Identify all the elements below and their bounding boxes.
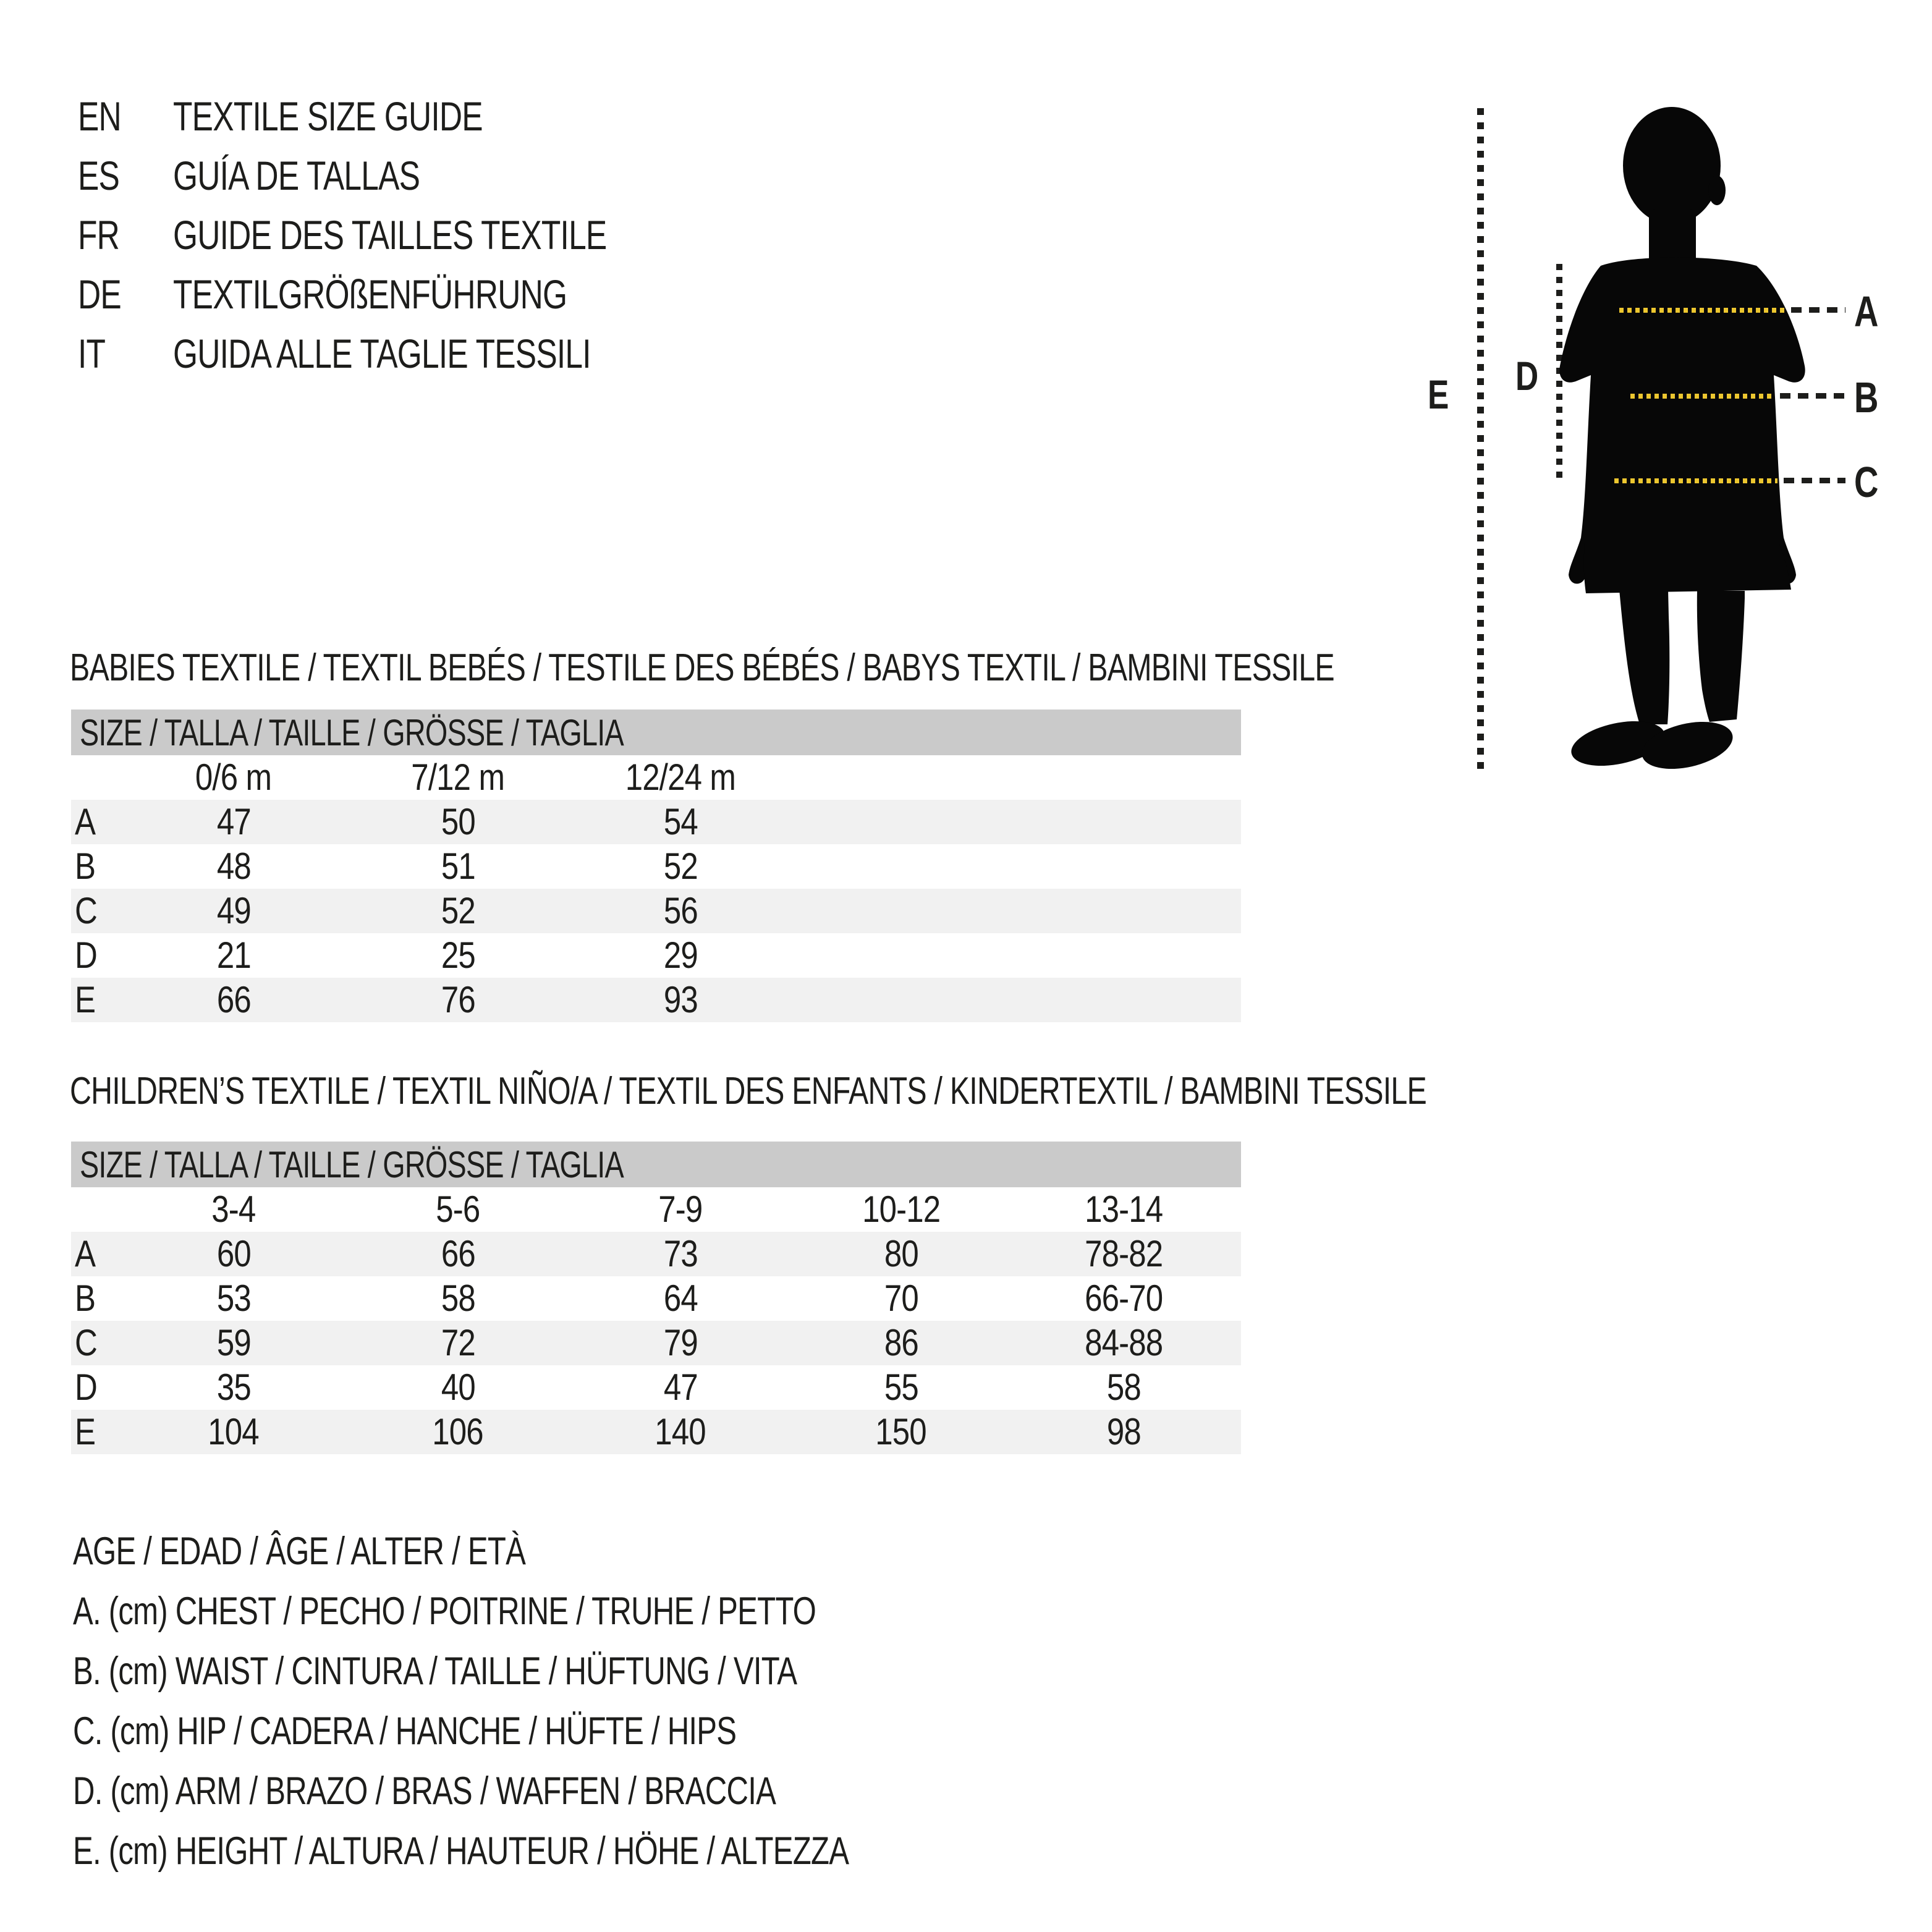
measure-label-arm: D: [1515, 353, 1538, 399]
table-cell: 106: [432, 1411, 484, 1452]
legend-line-chest: A. (cm) CHEST / PECHO / POITRINE / TRUHE / PETTO: [73, 1590, 816, 1633]
table-cell: 48: [216, 845, 251, 887]
table-cell: 140: [655, 1411, 706, 1452]
children-column-headers: [71, 1187, 1241, 1232]
table-row: [71, 1276, 1241, 1321]
babies-size-table: [71, 710, 1241, 1022]
table-row: [71, 1410, 1241, 1454]
table-row: [71, 1321, 1241, 1365]
table-row: [71, 889, 1241, 933]
table-row: [71, 933, 1241, 978]
measure-label-height: E: [1428, 371, 1449, 417]
table-cell: 150: [875, 1411, 927, 1452]
table-cell: 59: [216, 1322, 251, 1363]
table-cell: 76: [441, 979, 475, 1020]
waist-measure-dash-yellow: [1630, 394, 1774, 399]
page-title: GUIDA ALLE TAGLIE TESSILI: [173, 331, 591, 376]
table-cell: 80: [884, 1233, 918, 1274]
table-cell: 51: [441, 845, 475, 887]
table-cell: 86: [884, 1322, 918, 1363]
chest-measure-dash-yellow: [1619, 308, 1785, 313]
table-cell: 58: [441, 1277, 475, 1319]
column-header: 7-9: [658, 1188, 703, 1230]
legend-line-hip: C. (cm) HIP / CADERA / HANCHE / HÜFTE / HIPS: [73, 1710, 737, 1753]
column-header: 10-12: [862, 1188, 941, 1230]
measure-label-waist: B: [1854, 373, 1878, 422]
table-cell: 64: [663, 1277, 698, 1319]
column-header: 3-4: [211, 1188, 256, 1230]
row-label: E: [75, 979, 96, 1020]
table-cell: 66: [441, 1233, 475, 1274]
row-label: C: [75, 890, 97, 931]
table-cell: 73: [663, 1233, 698, 1274]
table-cell: 93: [663, 979, 698, 1020]
column-header: 5-6: [436, 1188, 480, 1230]
language-code: EN: [78, 93, 121, 139]
legend-line-age: AGE / EDAD / ÂGE / ALTER / ETÀ: [73, 1530, 526, 1573]
table-cell: 79: [663, 1322, 698, 1363]
row-label: E: [75, 1411, 96, 1452]
table-cell: 78-82: [1084, 1233, 1163, 1274]
table-cell: 53: [216, 1277, 251, 1319]
hip-measure-dash-yellow: [1614, 478, 1777, 483]
table-row: [71, 844, 1241, 889]
children-size-table: [71, 1142, 1241, 1454]
table-row: [71, 1232, 1241, 1276]
column-header: 7/12 m: [411, 756, 505, 798]
table-cell: 52: [441, 890, 475, 931]
table-cell: 55: [884, 1366, 918, 1408]
row-label: C: [75, 1322, 97, 1363]
table-row: [71, 1365, 1241, 1410]
table-cell: 98: [1106, 1411, 1141, 1452]
size-header-bar: SIZE / TALLA / TAILLE / GRÖSSE / TAGLIA: [71, 710, 1241, 755]
table-cell: 84-88: [1084, 1322, 1163, 1363]
page-title: TEXTILE SIZE GUIDE: [173, 93, 483, 139]
page-title: GUÍA DE TALLAS: [173, 153, 420, 198]
row-label: A: [75, 801, 96, 842]
table-cell: 104: [208, 1411, 260, 1452]
table-cell: 72: [441, 1322, 475, 1363]
table-cell: 47: [663, 1366, 698, 1408]
children-section-heading: CHILDREN’S TEXTILE / TEXTIL NIÑO/A / TEXTIL DES ENFANTS / KINDERTEXTIL / BAMBINI TESSILE: [70, 1070, 1427, 1112]
language-code: FR: [78, 212, 120, 258]
row-label: D: [75, 1366, 97, 1408]
table-cell: 58: [1106, 1366, 1141, 1408]
measurement-legend: [73, 1522, 1067, 1881]
table-cell: 25: [441, 934, 475, 976]
language-code: ES: [78, 153, 120, 198]
table-cell: 40: [441, 1366, 475, 1408]
babies-column-headers: [71, 755, 1241, 800]
table-cell: 50: [441, 801, 475, 842]
language-code: DE: [78, 271, 121, 317]
table-cell: 47: [216, 801, 251, 842]
table-cell: 54: [663, 801, 698, 842]
measure-label-chest: A: [1854, 287, 1878, 336]
chest-leader-dash: [1791, 307, 1845, 313]
size-header-bar: SIZE / TALLA / TAILLE / GRÖSSE / TAGLIA: [71, 1142, 1241, 1187]
table-cell: 70: [884, 1277, 918, 1319]
table-row: [71, 800, 1241, 844]
column-header: 12/24 m: [625, 756, 736, 798]
babies-section-heading: BABIES TEXTILE / TEXTIL BEBÉS / TESTILE DES BÉBÉS / BABYS TEXTIL / BAMBINI TESSILE: [70, 646, 1334, 689]
legend-line-waist: B. (cm) WAIST / CINTURA / TAILLE / HÜFTUNG / VITA: [73, 1650, 797, 1693]
column-header: 0/6 m: [195, 756, 272, 798]
table-cell: 29: [663, 934, 698, 976]
column-header: 13-14: [1084, 1188, 1163, 1230]
table-cell: 66-70: [1084, 1277, 1163, 1319]
table-cell: 66: [216, 979, 251, 1020]
table-cell: 60: [216, 1233, 251, 1274]
legend-line-arm: D. (cm) ARM / BRAZO / BRAS / WAFFEN / BRACCIA: [73, 1769, 776, 1813]
page-title: TEXTILGRÖßENFÜHRUNG: [173, 271, 567, 317]
measure-label-hip: C: [1854, 458, 1878, 506]
hip-leader-dash: [1784, 478, 1845, 483]
row-label: B: [75, 1277, 96, 1319]
page-title: GUIDE DES TAILLES TEXTILE: [173, 212, 607, 258]
row-label: D: [75, 934, 97, 976]
table-cell: 21: [216, 934, 251, 976]
waist-leader-dash: [1780, 393, 1845, 399]
row-label: B: [75, 845, 96, 887]
table-cell: 49: [216, 890, 251, 931]
table-cell: 52: [663, 845, 698, 887]
table-cell: 56: [663, 890, 698, 931]
table-cell: 35: [216, 1366, 251, 1408]
table-row: [71, 978, 1241, 1022]
legend-line-height: E. (cm) HEIGHT / ALTURA / HAUTEUR / HÖHE / ALTEZZA: [73, 1829, 849, 1873]
row-label: A: [75, 1233, 96, 1274]
language-code: IT: [78, 331, 106, 376]
